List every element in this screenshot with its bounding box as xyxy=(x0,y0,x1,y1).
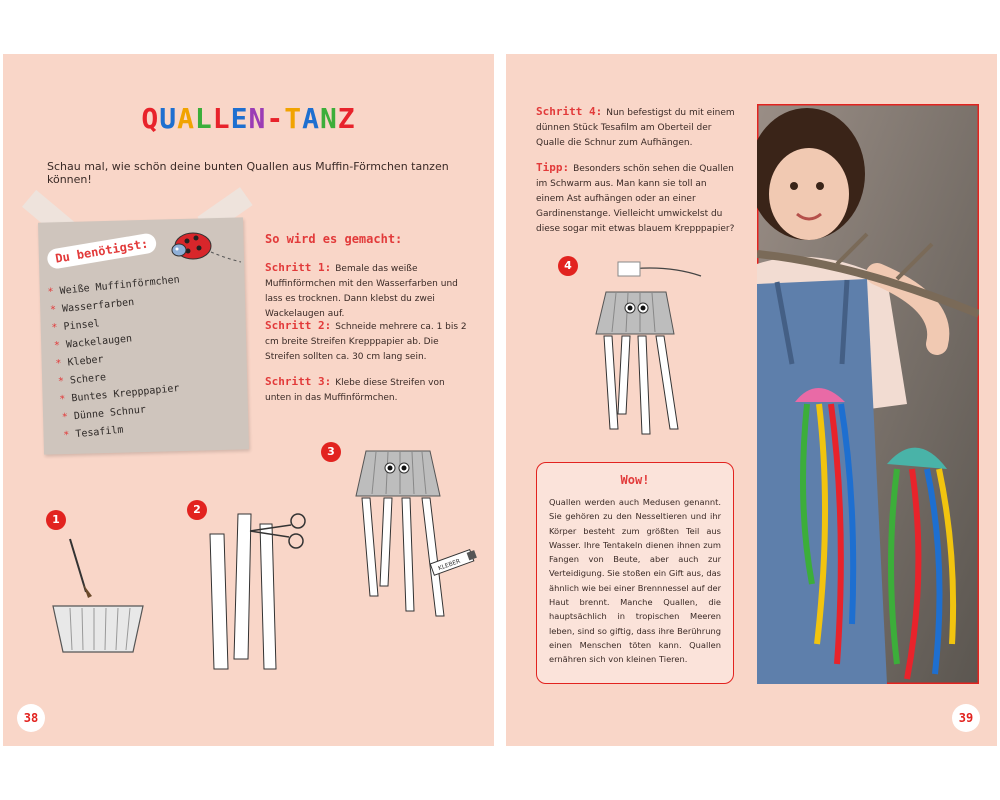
bullet-star-icon: * xyxy=(49,304,57,316)
left-page xyxy=(3,54,494,746)
step-2 xyxy=(265,318,470,365)
title-letter: A xyxy=(302,102,320,135)
bullet-star-icon: * xyxy=(62,429,71,442)
illustration-number-2: 2 xyxy=(187,500,207,520)
step-4 xyxy=(536,104,736,151)
title-letter: E xyxy=(230,102,249,135)
step-3 xyxy=(265,374,470,406)
illustration-number-4: 4 xyxy=(558,256,578,276)
step-label: Schritt 3: xyxy=(265,375,332,388)
title-letter: N xyxy=(248,102,267,135)
title-letter: N xyxy=(319,102,338,135)
illustration-number-1: 1 xyxy=(46,510,66,530)
tip xyxy=(536,160,736,237)
step-label: Schritt 4: xyxy=(536,105,603,118)
page-title xyxy=(3,102,494,135)
title-letter: L xyxy=(194,102,213,135)
material-label: Dünne Schnur xyxy=(72,404,146,423)
step-text: Bemale das weiße Muffinförmchen mit den Wasserfarben und lass es trocknen. Dann klebst du zwei Wackelaugen auf. xyxy=(265,264,458,319)
material-label: Weiße Muffinförmchen xyxy=(59,274,181,297)
intro-text: Schau mal, wie schön deine bunten Quallen aus Muffin-Förmchen tanzen können! xyxy=(47,160,449,186)
page-number-right: 39 xyxy=(952,704,980,732)
step-label: Schritt 2: xyxy=(265,319,332,332)
page-number-left: 38 xyxy=(17,704,45,732)
paper-strips-scissors-illustration xyxy=(188,509,313,674)
title-letter: Q xyxy=(141,102,160,135)
materials-title: Du benötigst: xyxy=(46,232,158,270)
muffin-cup-brush-illustration xyxy=(48,534,153,664)
step-text: Klebe diese Streifen von unten in das Muffinförmchen. xyxy=(265,378,445,403)
bullet-star-icon: * xyxy=(47,286,55,299)
title-letter: Z xyxy=(337,102,356,135)
right-page xyxy=(506,54,997,746)
jellyfish-glue-illustration xyxy=(348,446,488,626)
material-label: Kleber xyxy=(67,354,105,369)
title-letter: U xyxy=(159,102,178,135)
hanging-jellyfish-illustration xyxy=(576,254,706,439)
step-text: Nun befestigst du mit einem dünnen Stück Tesafilm am Oberteil der Qualle die Schnur zum Aufhängen. xyxy=(536,108,735,148)
title-letter: L xyxy=(212,102,231,135)
fact-box-text: Quallen werden auch Medusen genannt. Sie gehören zu den Nesseltieren und ihr Körper besteht zum größten Teil aus Wasser. Ihre Tentakeln dienen ihnen zum Fangen von Beute, aber auch zur Verteidigung. Sie stoßen ein Gift aus, das ähnlich wie bei einer Brennnessel auf der Haut brennt. Manche Quallen, die hauptsächlich in tropischen Meeren leben, sind so giftig, dass ihre Berührung einen Menschen töten kann. Quallen ernähren sich von kleinen Tieren. xyxy=(549,497,721,665)
bullet-star-icon: * xyxy=(51,322,59,334)
photo-child-with-jellyfish xyxy=(757,104,979,684)
bullet-star-icon: * xyxy=(55,358,63,370)
title-letter: T xyxy=(284,102,303,135)
fact-box xyxy=(536,462,734,684)
material-label: Pinsel xyxy=(63,318,101,333)
title-letter: A xyxy=(177,102,195,135)
bullet-star-icon: * xyxy=(53,340,61,352)
bullet-star-icon: * xyxy=(57,376,65,388)
tip-text: Besonders schön sehen die Quallen im Schwarm aus. Man kann sie toll an einem Ast aufhängen oder an einer Gardinenstange. Vielleicht umwickelst du diese sogar mit etwas blauem Krepppapier? xyxy=(536,164,735,234)
material-label: Buntes Krepppapier xyxy=(71,383,180,405)
material-label: Schere xyxy=(69,372,107,387)
material-label: Tesafilm xyxy=(74,424,124,441)
step-label: Schritt 1: xyxy=(265,261,332,274)
step-text: Schneide mehrere ca. 1 bis 2 cm breite Streifen Krepppapier ab. Die Streifen sollten ca. 30 cm lang sein. xyxy=(265,322,467,362)
material-label: Wasserfarben xyxy=(61,296,135,315)
glue-label: KLEBER xyxy=(437,557,462,573)
bullet-star-icon: * xyxy=(59,393,67,406)
materials-list xyxy=(47,274,185,444)
bullet-star-icon: * xyxy=(60,411,69,424)
steps-heading: So wird es gemacht: xyxy=(265,232,403,246)
title-letter: - xyxy=(266,102,285,135)
material-label: Wackelaugen xyxy=(65,333,133,351)
illustration-number-3: 3 xyxy=(321,442,341,462)
step-1 xyxy=(265,260,470,322)
fact-box-title: Wow! xyxy=(620,473,650,487)
ladybug-icon xyxy=(163,224,253,274)
tip-label: Tipp: xyxy=(536,161,570,174)
